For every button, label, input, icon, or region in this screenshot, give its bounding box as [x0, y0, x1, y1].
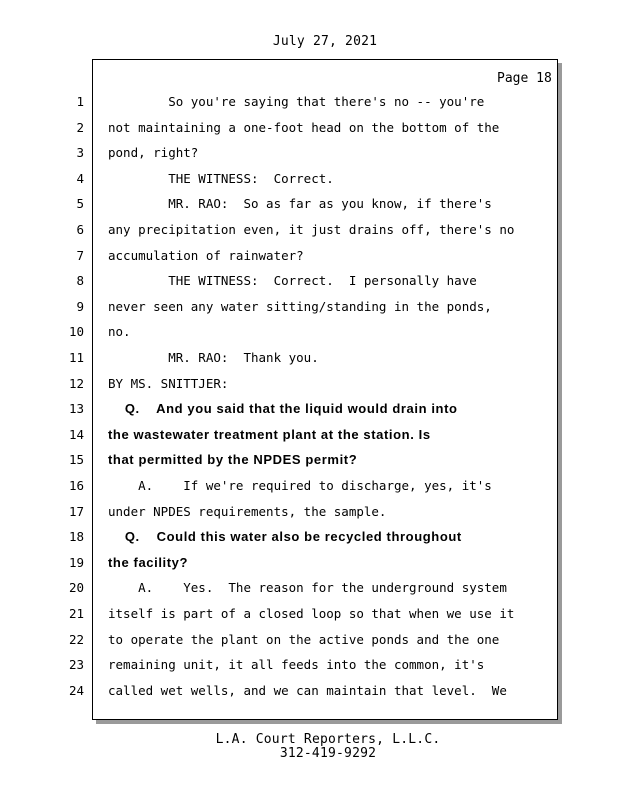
- line-text: not maintaining a one-foot head on the bottom of the: [108, 120, 500, 135]
- line-text: to operate the plant on the active ponds and the one: [108, 632, 500, 647]
- question-line-text: the facility?: [108, 555, 189, 570]
- question-line-text: the wastewater treatment plant at the station. Is: [108, 427, 431, 442]
- page-number: Page 18: [497, 71, 552, 86]
- line-text: remaining unit, it all feeds into the common, it's: [108, 657, 485, 672]
- line-number: 4: [76, 171, 84, 186]
- line-number: 21: [68, 606, 84, 621]
- line-text: accumulation of rainwater?: [108, 248, 304, 263]
- question-line-text: that permitted by the NPDES permit?: [108, 452, 358, 467]
- line-text: pond, right?: [108, 145, 199, 160]
- line-number: 6: [76, 222, 84, 237]
- line-number: 8: [76, 273, 84, 288]
- line-number: 10: [68, 324, 84, 339]
- line-number: 24: [68, 683, 84, 698]
- line-text: THE WITNESS: Correct. I personally have: [108, 273, 477, 288]
- line-number: 3: [76, 145, 84, 160]
- line-number: 13: [68, 401, 84, 416]
- line-text: MR. RAO: So as far as you know, if there's: [108, 196, 492, 211]
- line-text: under NPDES requirements, the sample.: [108, 504, 387, 519]
- line-number: 11: [68, 350, 84, 365]
- line-text: no.: [108, 324, 131, 339]
- line-number: 17: [68, 504, 84, 519]
- line-text: MR. RAO: Thank you.: [108, 350, 319, 365]
- line-number: 19: [68, 555, 84, 570]
- transcript-date: July 27, 2021: [272, 34, 378, 49]
- line-number: 15: [68, 452, 84, 467]
- line-text: A. If we're required to discharge, yes, it's: [108, 478, 492, 493]
- line-text: THE WITNESS: Correct.: [108, 171, 334, 186]
- line-number: 7: [76, 248, 84, 263]
- line-number: 5: [76, 196, 84, 211]
- line-number: 1: [76, 94, 84, 109]
- line-number: 9: [76, 299, 84, 314]
- footer: [0, 733, 618, 761]
- line-text: So you're saying that there's no -- you're: [108, 94, 485, 109]
- question-line-text: Q. Could this water also be recycled throughout: [108, 529, 462, 544]
- footer-phone: 312-419-9292: [279, 746, 377, 761]
- line-number: 23: [68, 657, 84, 672]
- question-line-text: Q. And you said that the liquid would drain into: [108, 401, 458, 416]
- line-text: never seen any water sitting/standing in the ponds,: [108, 299, 492, 314]
- line-number: 16: [68, 478, 84, 493]
- line-text: itself is part of a closed loop so that when we use it: [108, 606, 515, 621]
- footer-company: L.A. Court Reporters, L.L.C.: [215, 732, 441, 747]
- line-number: 22: [68, 632, 84, 647]
- line-number: 14: [68, 427, 84, 442]
- line-text: A. Yes. The reason for the underground system: [108, 580, 507, 595]
- line-number: 20: [68, 580, 84, 595]
- line-number: 18: [68, 529, 84, 544]
- line-text: called wet wells, and we can maintain that level. We: [108, 683, 507, 698]
- line-text: any precipitation even, it just drains off, there's no: [108, 222, 515, 237]
- line-text: BY MS. SNITTJER:: [108, 376, 229, 391]
- line-number: 12: [68, 376, 84, 391]
- line-number: 2: [76, 120, 84, 135]
